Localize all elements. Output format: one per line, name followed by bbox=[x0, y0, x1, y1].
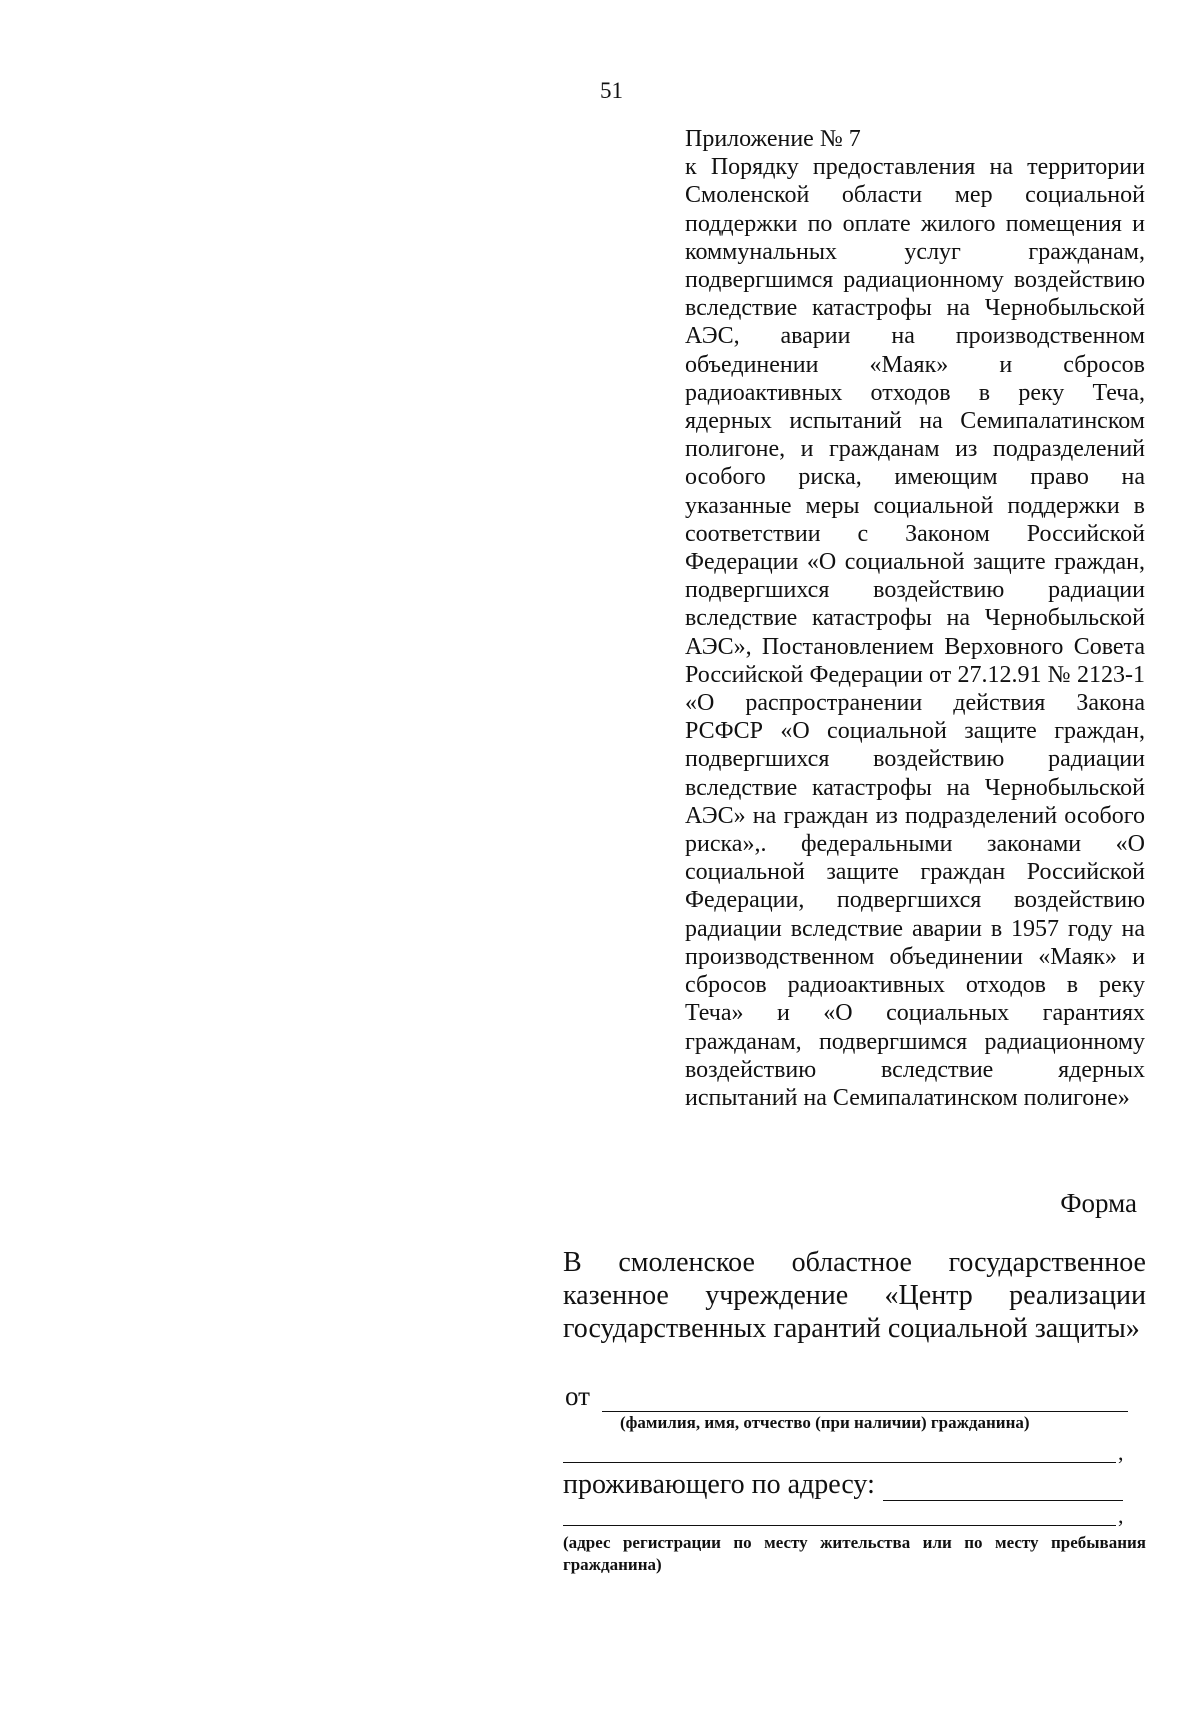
appendix-header bbox=[685, 125, 1145, 1112]
address-field-caption: (адрес регистрации по месту жительства или по месту пребывания гражданина) bbox=[563, 1533, 1146, 1574]
address-fill-line[interactable] bbox=[883, 1478, 1123, 1501]
from-row bbox=[565, 1381, 1128, 1412]
address-line-comma: , bbox=[1118, 1503, 1124, 1528]
from-label: от bbox=[565, 1381, 590, 1411]
name-field-caption: (фамилия, имя, отчество (при наличии) гражданина) bbox=[620, 1413, 1030, 1432]
name-line-comma: , bbox=[1118, 1440, 1124, 1465]
appendix-title: Приложение № 7 bbox=[685, 126, 861, 152]
addressee-text: В смоленское областное государственное казенное учреждение «Центр реализации государственных гарантий социальной защиты» bbox=[563, 1247, 1146, 1344]
address-label: проживающего по адресу: bbox=[563, 1469, 875, 1500]
name-continuation-line[interactable] bbox=[563, 1462, 1116, 1463]
form-label: Форма bbox=[1060, 1188, 1137, 1218]
address-row bbox=[563, 1469, 1123, 1501]
address-continuation-line[interactable] bbox=[563, 1525, 1116, 1526]
appendix-text: к Порядку предоставления на территории Смоленской области мер социальной поддержки по оплате жилого помещения и коммунальных услуг гражданам, подвергшимся радиационному воздействию вследствие катастрофы на Чернобыльской АЭС, аварии на производственном объединении «Маяк» и сбросов радиоактивных отходов в реку Теча, ядерных испытаний на Семипалатинском полигоне, и гражданам из подразделений особого риска, имеющим право на указанные меры социальной поддержки в соответствии с Законом Российской Федерации «О социальной защите граждан, подвергшихся воздействию радиации вследствие катастрофы на Чернобыльской АЭС», Постановлением Верховного Совета Российской Федерации от 27.12.91 № 2123-1 «О распространении действия Закона РСФСР «О социальной защите граждан, подвергшихся воздействию радиации вследствие катастрофы на Чернобыльской АЭС» на граждан из подразделений особого риска»,. федеральными законами «О социальной защите граждан Российской Федерации, подвергшихся воздействию радиации вследствие аварии в 1957 году на производственном объединении «Маяк» и сбросов радиоактивных отходов в реку Теча» и «О социальных гарантиях гражданам, подвергшимся радиационному воздействию вследствие ядерных испытаний на Семипалатинском полигоне» bbox=[685, 154, 1145, 1111]
name-fill-line[interactable] bbox=[602, 1389, 1128, 1412]
page-number: 51 bbox=[600, 78, 623, 103]
